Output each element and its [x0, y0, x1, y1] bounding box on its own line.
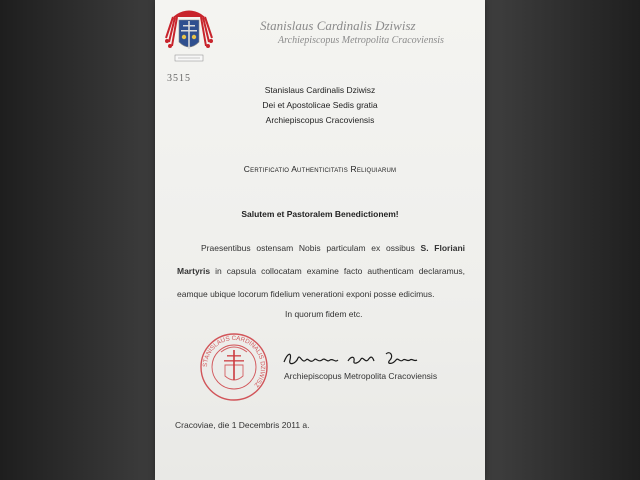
issuer-line2: Dei et Apostolicae Sedis gratia — [262, 100, 378, 110]
issuer-line3: Archiepiscopus Cracoviensis — [265, 115, 375, 125]
date-place: Cracoviae, die 1 Decembris 2011 a. — [175, 420, 310, 430]
document-title: Certificatio Authenticitatis Reliquiarum — [243, 164, 397, 174]
letterhead — [260, 18, 460, 46]
body-rest: in capsula collocatam examine facto authenticam declaramus, eamque ubique locorum fidelium venerationi exponi posse edicimus. — [177, 266, 465, 299]
closing-formula: In quorum fidem etc. — [285, 309, 363, 319]
greeting: Salutem et Pastoralem Benedictionem! — [241, 209, 399, 219]
seal-stamp-icon — [199, 332, 269, 402]
svg-text:STANISLAUS CARDINALIS DZIWISZ: STANISLAUS CARDINALIS DZIWISZ — [201, 334, 267, 389]
signature-caption: Archiepiscopus Metropolita Cracoviensis — [284, 371, 438, 381]
registry-number: 3515 — [167, 73, 191, 84]
handwritten-signature — [282, 348, 442, 370]
body-paragraph — [177, 237, 465, 306]
letterhead-name: Stanislaus Cardinalis Dziwisz — [260, 18, 416, 33]
issuer-block — [155, 83, 485, 128]
issuer-name: Stanislaus Cardinalis Dziwisz — [264, 85, 376, 95]
coat-of-arms-icon — [163, 8, 215, 66]
letterhead-title: Archiepiscopus Metropolita Cracoviensis — [278, 35, 444, 46]
body-intro: Praesentibus ostensam Nobis particulam ex ossibus — [201, 243, 421, 253]
certificate-page — [155, 0, 485, 480]
saint-name: S. Floriani Martyris — [177, 243, 465, 276]
